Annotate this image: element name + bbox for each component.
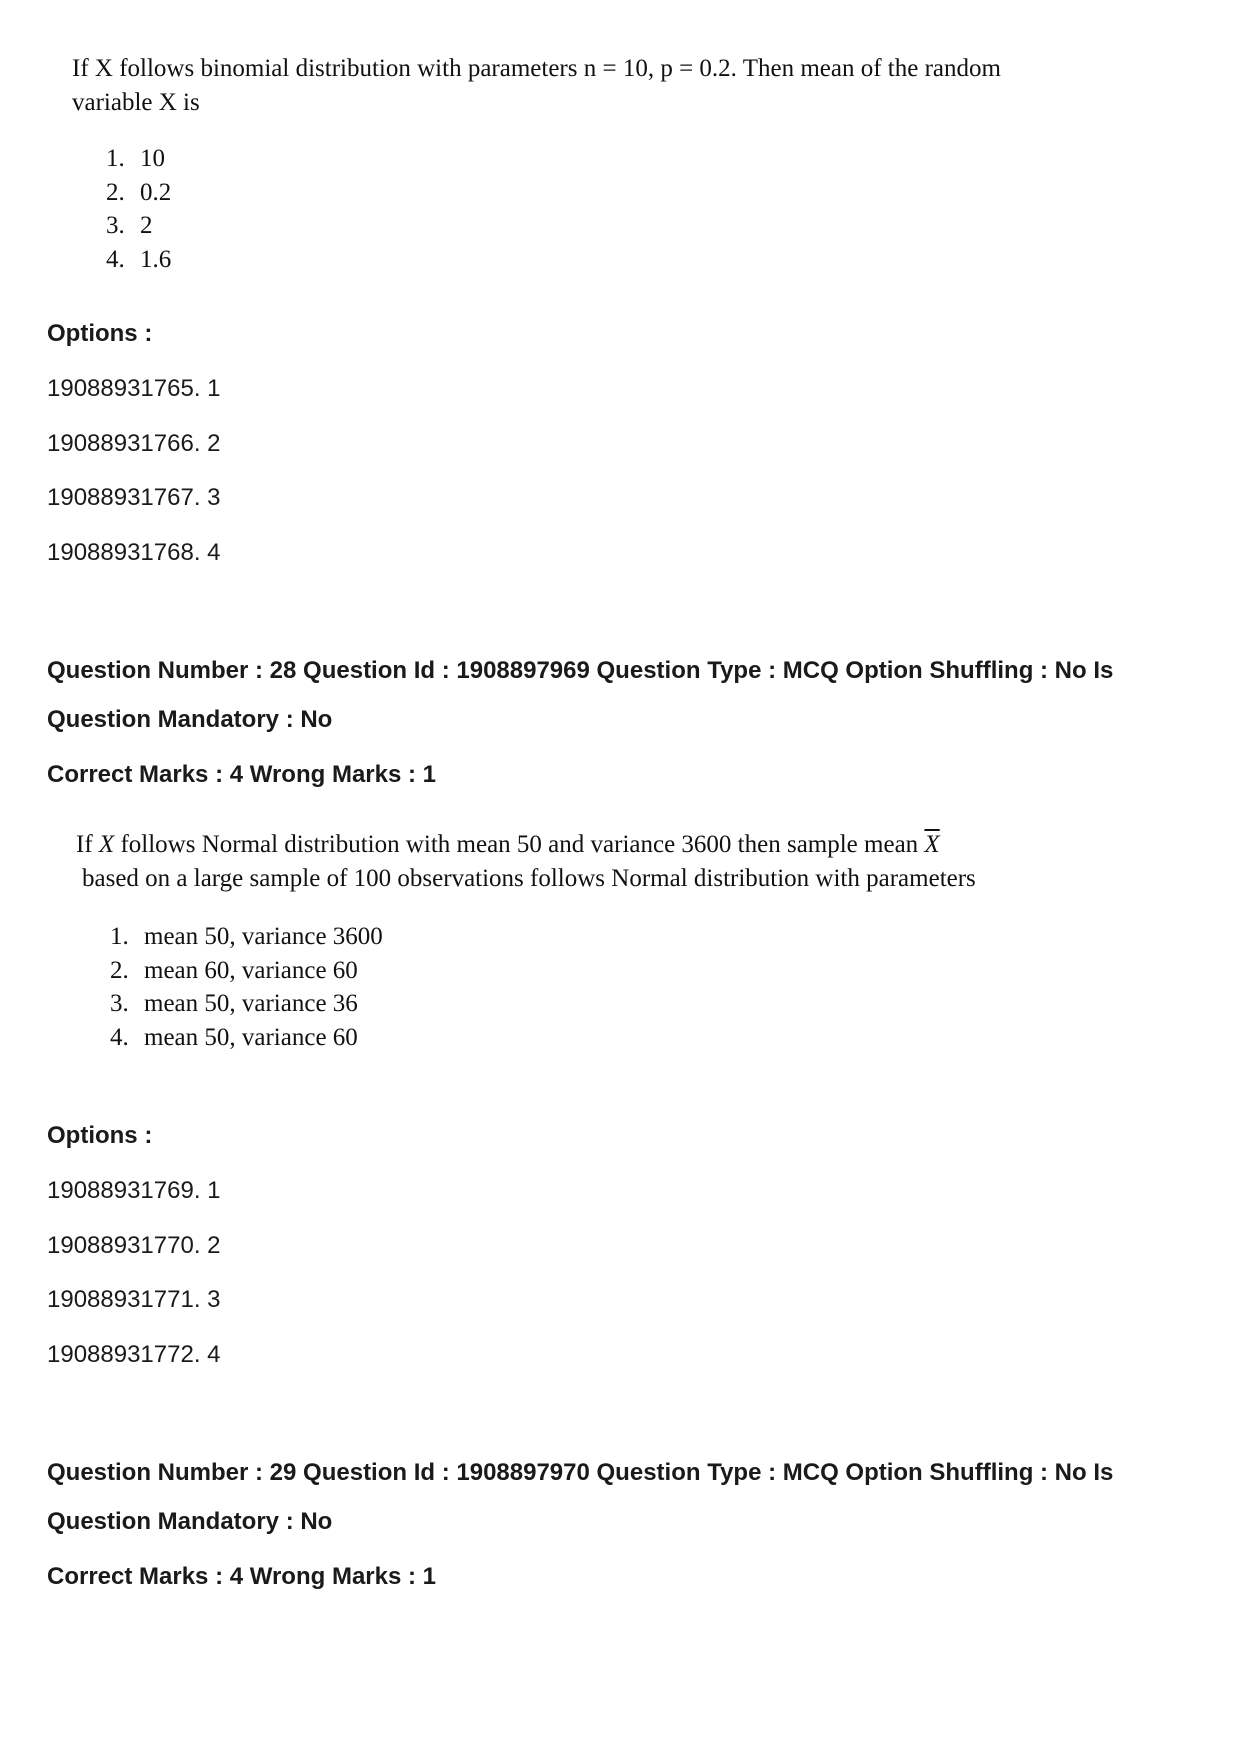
option-item: 19088931768. 4 bbox=[47, 539, 221, 566]
sample-mean-symbol: $\overline{X}$ bbox=[924, 831, 940, 858]
option-item: 19088931766. 2 bbox=[47, 430, 221, 457]
option-item: 19088931771. 3 bbox=[47, 1286, 221, 1313]
question-27-image bbox=[72, 52, 1001, 276]
question-29-header-line-1: Question Number : 29 Question Id : 1908897970 Question Type : MCQ Option Shuffling : No Is bbox=[47, 1459, 1114, 1486]
options-label: Options : bbox=[47, 1122, 153, 1149]
option-item: 19088931765. 1 bbox=[47, 375, 221, 402]
question-28-image bbox=[76, 828, 976, 1054]
choice-item: 2. mean 60, variance 60 bbox=[110, 956, 358, 984]
question-28-marks: Correct Marks : 4 Wrong Marks : 1 bbox=[47, 761, 437, 788]
variable-x: X bbox=[98, 831, 115, 858]
option-item: 19088931769. 1 bbox=[47, 1177, 221, 1204]
option-item: 19088931767. 3 bbox=[47, 484, 221, 511]
choice-item: 1. mean 50, variance 3600 bbox=[110, 923, 383, 950]
question-27-choices bbox=[106, 142, 1001, 276]
question-28-header-line-1: Question Number : 28 Question Id : 1908897969 Question Type : MCQ Option Shuffling : No Is bbox=[47, 657, 1114, 684]
question-28-stem-line-1: If X follows Normal distribution with mean 50 and variance 3600 then sample mean $\overline{X}$ bbox=[76, 831, 940, 858]
choice-item: 4. 1.6 bbox=[106, 245, 172, 273]
question-29-marks: Correct Marks : 4 Wrong Marks : 1 bbox=[47, 1563, 437, 1590]
question-29-header-line-2: Question Mandatory : No bbox=[47, 1508, 333, 1535]
question-28-stem-line-2: based on a large sample of 100 observations follows Normal distribution with parameters bbox=[82, 865, 976, 892]
question-27-stem-line-1: If X follows binomial distribution with parameters n = 10, p = 0.2. Then mean of the random bbox=[72, 55, 1001, 82]
choice-item: 2. 0.2 bbox=[106, 178, 172, 206]
choice-item: 3. mean 50, variance 36 bbox=[110, 990, 358, 1017]
choice-item: 1. 10 bbox=[106, 145, 165, 172]
choice-item: 4. mean 50, variance 60 bbox=[110, 1023, 358, 1051]
question-27-stem-line-2: variable X is bbox=[72, 89, 200, 116]
option-item: 19088931772. 4 bbox=[47, 1341, 221, 1368]
options-label: Options : bbox=[47, 320, 153, 347]
option-item: 19088931770. 2 bbox=[47, 1232, 221, 1259]
question-28-choices bbox=[110, 920, 976, 1054]
choice-item: 3. 2 bbox=[106, 212, 153, 239]
question-28-header-line-2: Question Mandatory : No bbox=[47, 706, 333, 733]
